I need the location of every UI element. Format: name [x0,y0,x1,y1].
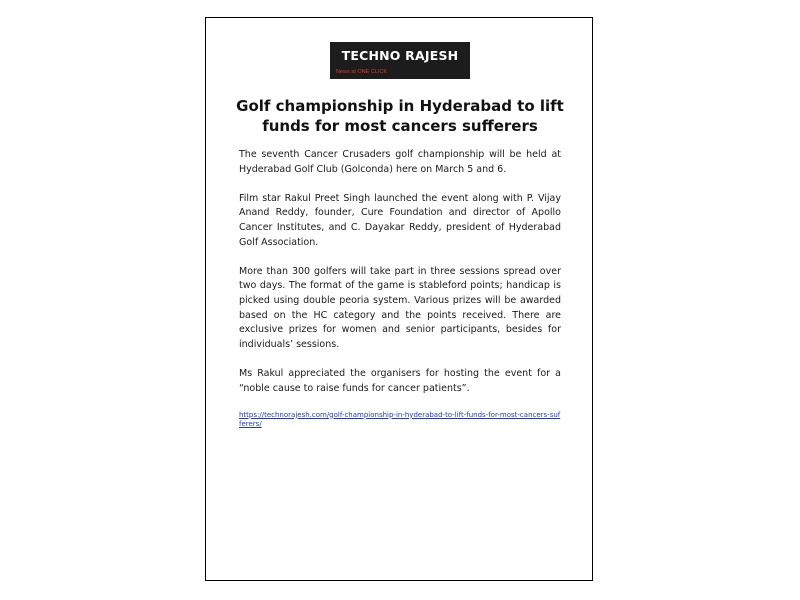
logo-tagline: News at ONE CLICK [336,69,388,75]
article-headline: Golf championship in Hyderabad to lift funds for most cancers sufferers [236,97,564,135]
article-body [239,148,561,429]
article-paragraph: Film star Rakul Preet Singh launched the event along with P. Vijay Anand Reddy, founder, Cure Foundation and director of Apollo Cancer Institutes, and C. Dayakar Reddy, president of Hyderabad Golf Association. [239,192,561,248]
logo-title: TECHNO RAJESH [341,48,459,63]
article-paragraph: The seventh Cancer Crusaders golf championship will be held at Hyderabad Golf Club (Golconda) here on March 5 and 6. [239,149,561,175]
document-page [205,17,593,581]
article-paragraph: More than 300 golfers will take part in three sessions spread over two days. The format of the game is stableford points; handicap is picked using double peoria system. Various prizes will be awarded based on the HC category and the points received. There are exclusive prizes for women and senior participants, besides for individuals’ sessions. [239,265,561,350]
techno-rajesh-logo [330,42,470,79]
source-link[interactable]: https://technorajesh.com/golf-championship-in-hyderabad-to-lift-funds-for-most-cancers-sufferers/ [239,410,561,428]
article-paragraph: Ms Rakul appreciated the organisers for hosting the event for a “noble cause to raise funds for cancer patients”. [239,367,561,394]
